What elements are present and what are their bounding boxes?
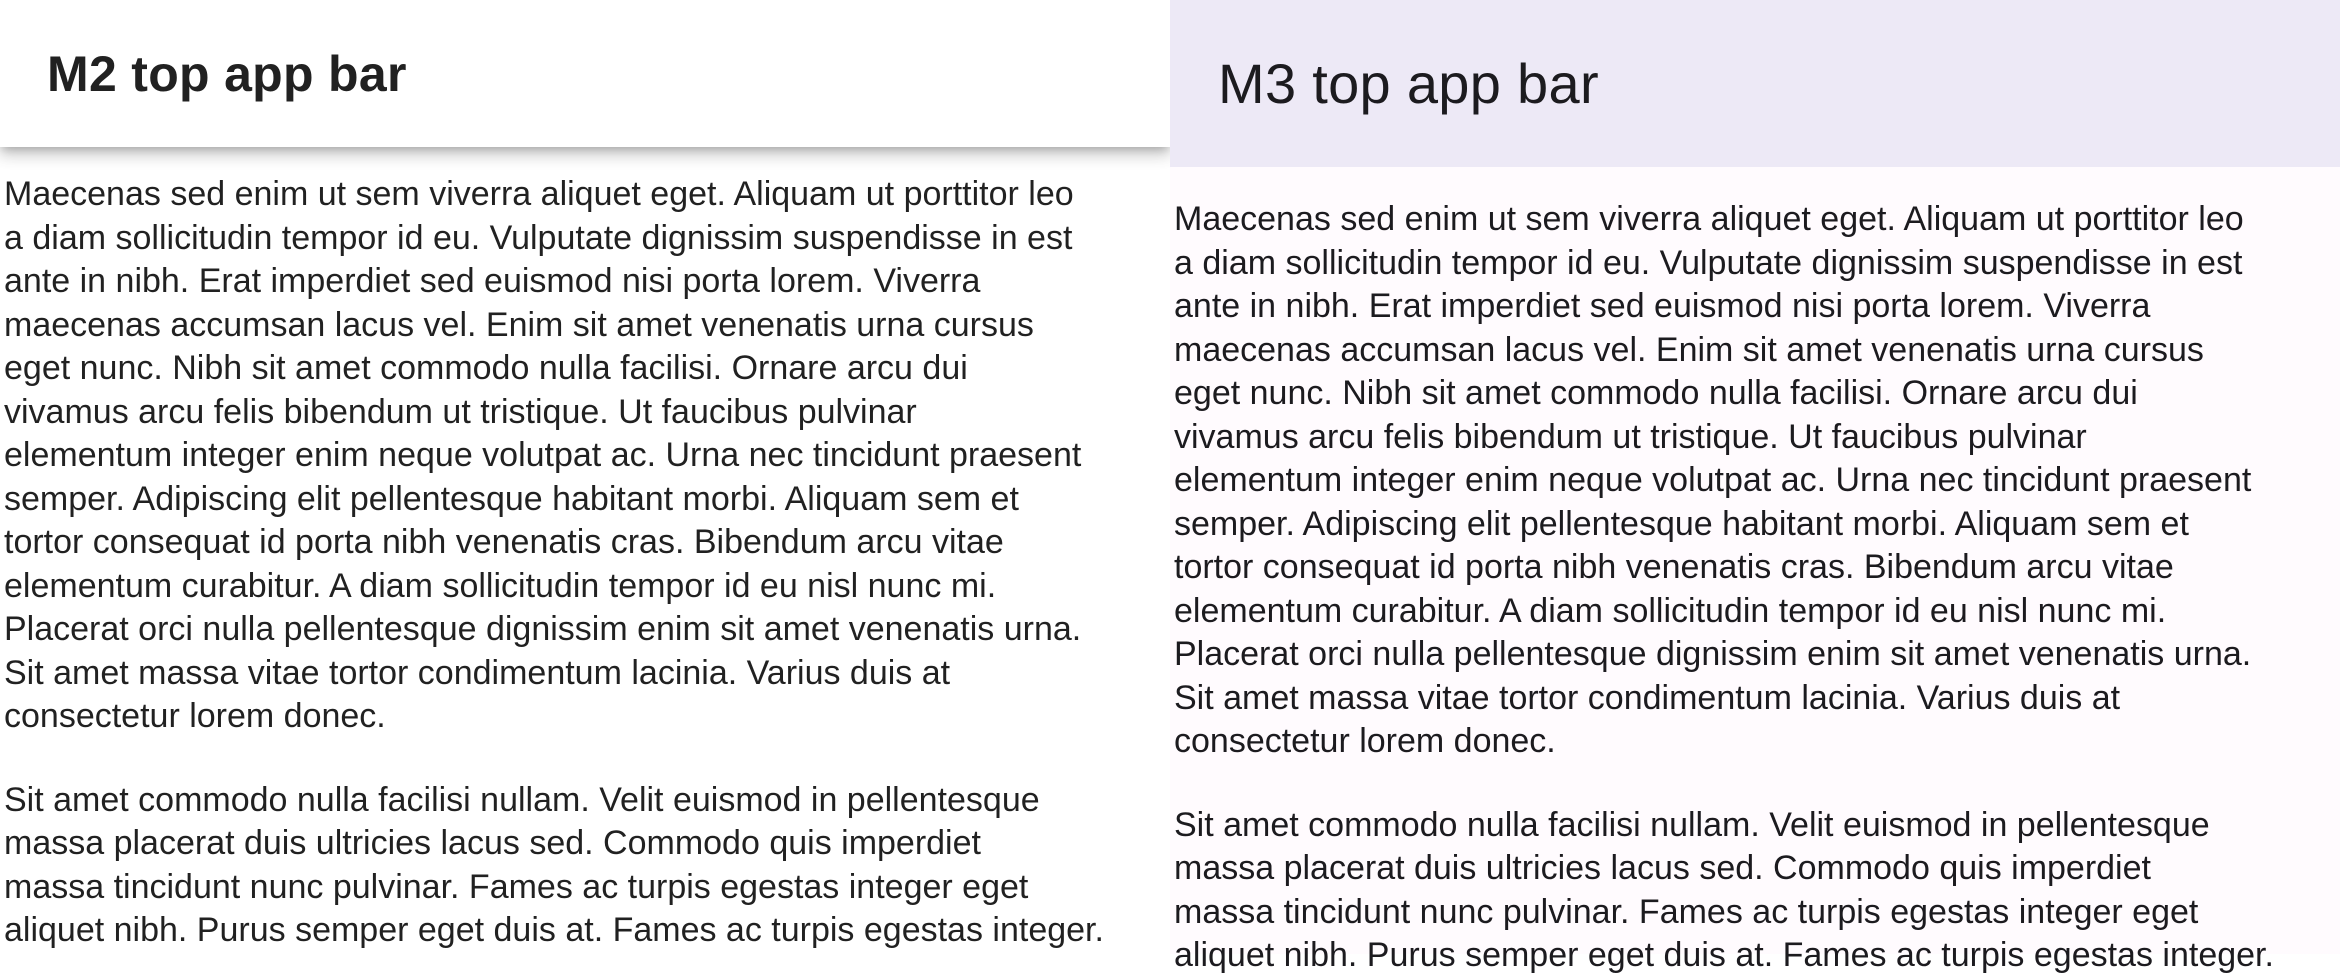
body-text-line: massa tincidunt nunc pulvinar. Fames ac turpis egestas integer eget xyxy=(4,867,1029,906)
body-text-line: a diam sollicitudin tempor id eu. Vulputate dignissim suspendisse in est xyxy=(1174,243,2243,282)
m2-top-app-bar xyxy=(0,0,1170,147)
body-text-line: ante in nibh. Erat imperdiet sed euismod nisi porta lorem. Viverra xyxy=(4,262,981,300)
body-text-line: massa placerat duis ultricies lacus sed. Commodo quis imperdiet xyxy=(1174,849,2151,887)
body-text-line: Sit amet massa vitae tortor condimentum lacinia. Varius duis at xyxy=(1174,678,2121,717)
body-text-line: maecenas accumsan lacus vel. Enim sit amet venenatis urna cursus xyxy=(1174,330,2204,369)
body-paragraph xyxy=(1174,804,2336,978)
body-text-line: Maecenas sed enim ut sem viverra aliquet eget. Aliquam ut porttitor leo xyxy=(4,175,1074,213)
body-text-line: consectetur lorem donec. xyxy=(1174,722,1556,760)
body-text-line: consectetur lorem donec. xyxy=(4,697,386,735)
body-text-line: eget nunc. Nibh sit amet commodo nulla facilisi. Ornare arcu dui xyxy=(1174,374,2138,412)
body-text-line: a diam sollicitudin tempor id eu. Vulputate dignissim suspendisse in est xyxy=(4,218,1073,257)
m3-pane xyxy=(1170,0,2340,974)
m2-app-bar-title: M2 top app bar xyxy=(47,45,407,102)
m2-pane xyxy=(0,0,1170,954)
body-text-line: vivamus arcu felis bibendum ut tristique. Ut faucibus pulvinar xyxy=(4,392,917,431)
body-text-line: Maecenas sed enim ut sem viverra aliquet eget. Aliquam ut porttitor leo xyxy=(1174,200,2244,238)
m2-body-text xyxy=(0,173,1170,953)
m3-body-text xyxy=(1170,198,2340,978)
body-text-line: elementum integer enim neque volutpat ac. Urna nec tincidunt praesent xyxy=(4,436,1082,474)
body-text-line: aliquet nibh. Purus semper eget duis at. Fames ac turpis egestas integer. xyxy=(4,911,1104,949)
body-text-line: tortor consequat id porta nibh venenatis cras. Bibendum arcu vitae xyxy=(1174,548,2174,586)
body-paragraph xyxy=(4,173,1166,739)
body-text-line: semper. Adipiscing elit pellentesque habitant morbi. Aliquam sem et xyxy=(1174,504,2189,543)
body-text-line: Sit amet commodo nulla facilisi nullam. Velit euismod in pellentesque xyxy=(4,780,1040,819)
body-text-line: semper. Adipiscing elit pellentesque habitant morbi. Aliquam sem et xyxy=(4,479,1019,518)
body-text-line: tortor consequat id porta nibh venenatis cras. Bibendum arcu vitae xyxy=(4,523,1004,561)
body-text-line: massa placerat duis ultricies lacus sed. Commodo quis imperdiet xyxy=(4,824,981,862)
body-text-line: ante in nibh. Erat imperdiet sed euismod nisi porta lorem. Viverra xyxy=(1174,287,2151,325)
body-text-line: Placerat orci nulla pellentesque dignissim enim sit amet venenatis urna. xyxy=(4,610,1082,648)
body-text-line: elementum integer enim neque volutpat ac. Urna nec tincidunt praesent xyxy=(1174,461,2252,499)
body-text-line: eget nunc. Nibh sit amet commodo nulla facilisi. Ornare arcu dui xyxy=(4,349,968,387)
body-text-line: Placerat orci nulla pellentesque dignissim enim sit amet venenatis urna. xyxy=(1174,635,2252,673)
body-paragraph xyxy=(1174,198,2336,764)
body-text-line: Sit amet massa vitae tortor condimentum lacinia. Varius duis at xyxy=(4,653,951,692)
m3-top-app-bar xyxy=(1170,0,2340,167)
body-text-line: aliquet nibh. Purus semper eget duis at. Fames ac turpis egestas integer. xyxy=(1174,936,2274,974)
m3-app-bar-title: M3 top app bar xyxy=(1218,52,1599,115)
body-paragraph xyxy=(4,779,1166,953)
body-text-line: Sit amet commodo nulla facilisi nullam. Velit euismod in pellentesque xyxy=(1174,805,2210,844)
body-text-line: elementum curabitur. A diam sollicitudin tempor id eu nisl nunc mi. xyxy=(1174,591,2167,630)
body-text-line: maecenas accumsan lacus vel. Enim sit amet venenatis urna cursus xyxy=(4,305,1034,344)
body-text-line: elementum curabitur. A diam sollicitudin tempor id eu nisl nunc mi. xyxy=(4,566,997,605)
body-text-line: vivamus arcu felis bibendum ut tristique. Ut faucibus pulvinar xyxy=(1174,417,2087,456)
body-text-line: massa tincidunt nunc pulvinar. Fames ac turpis egestas integer eget xyxy=(1174,892,2199,931)
